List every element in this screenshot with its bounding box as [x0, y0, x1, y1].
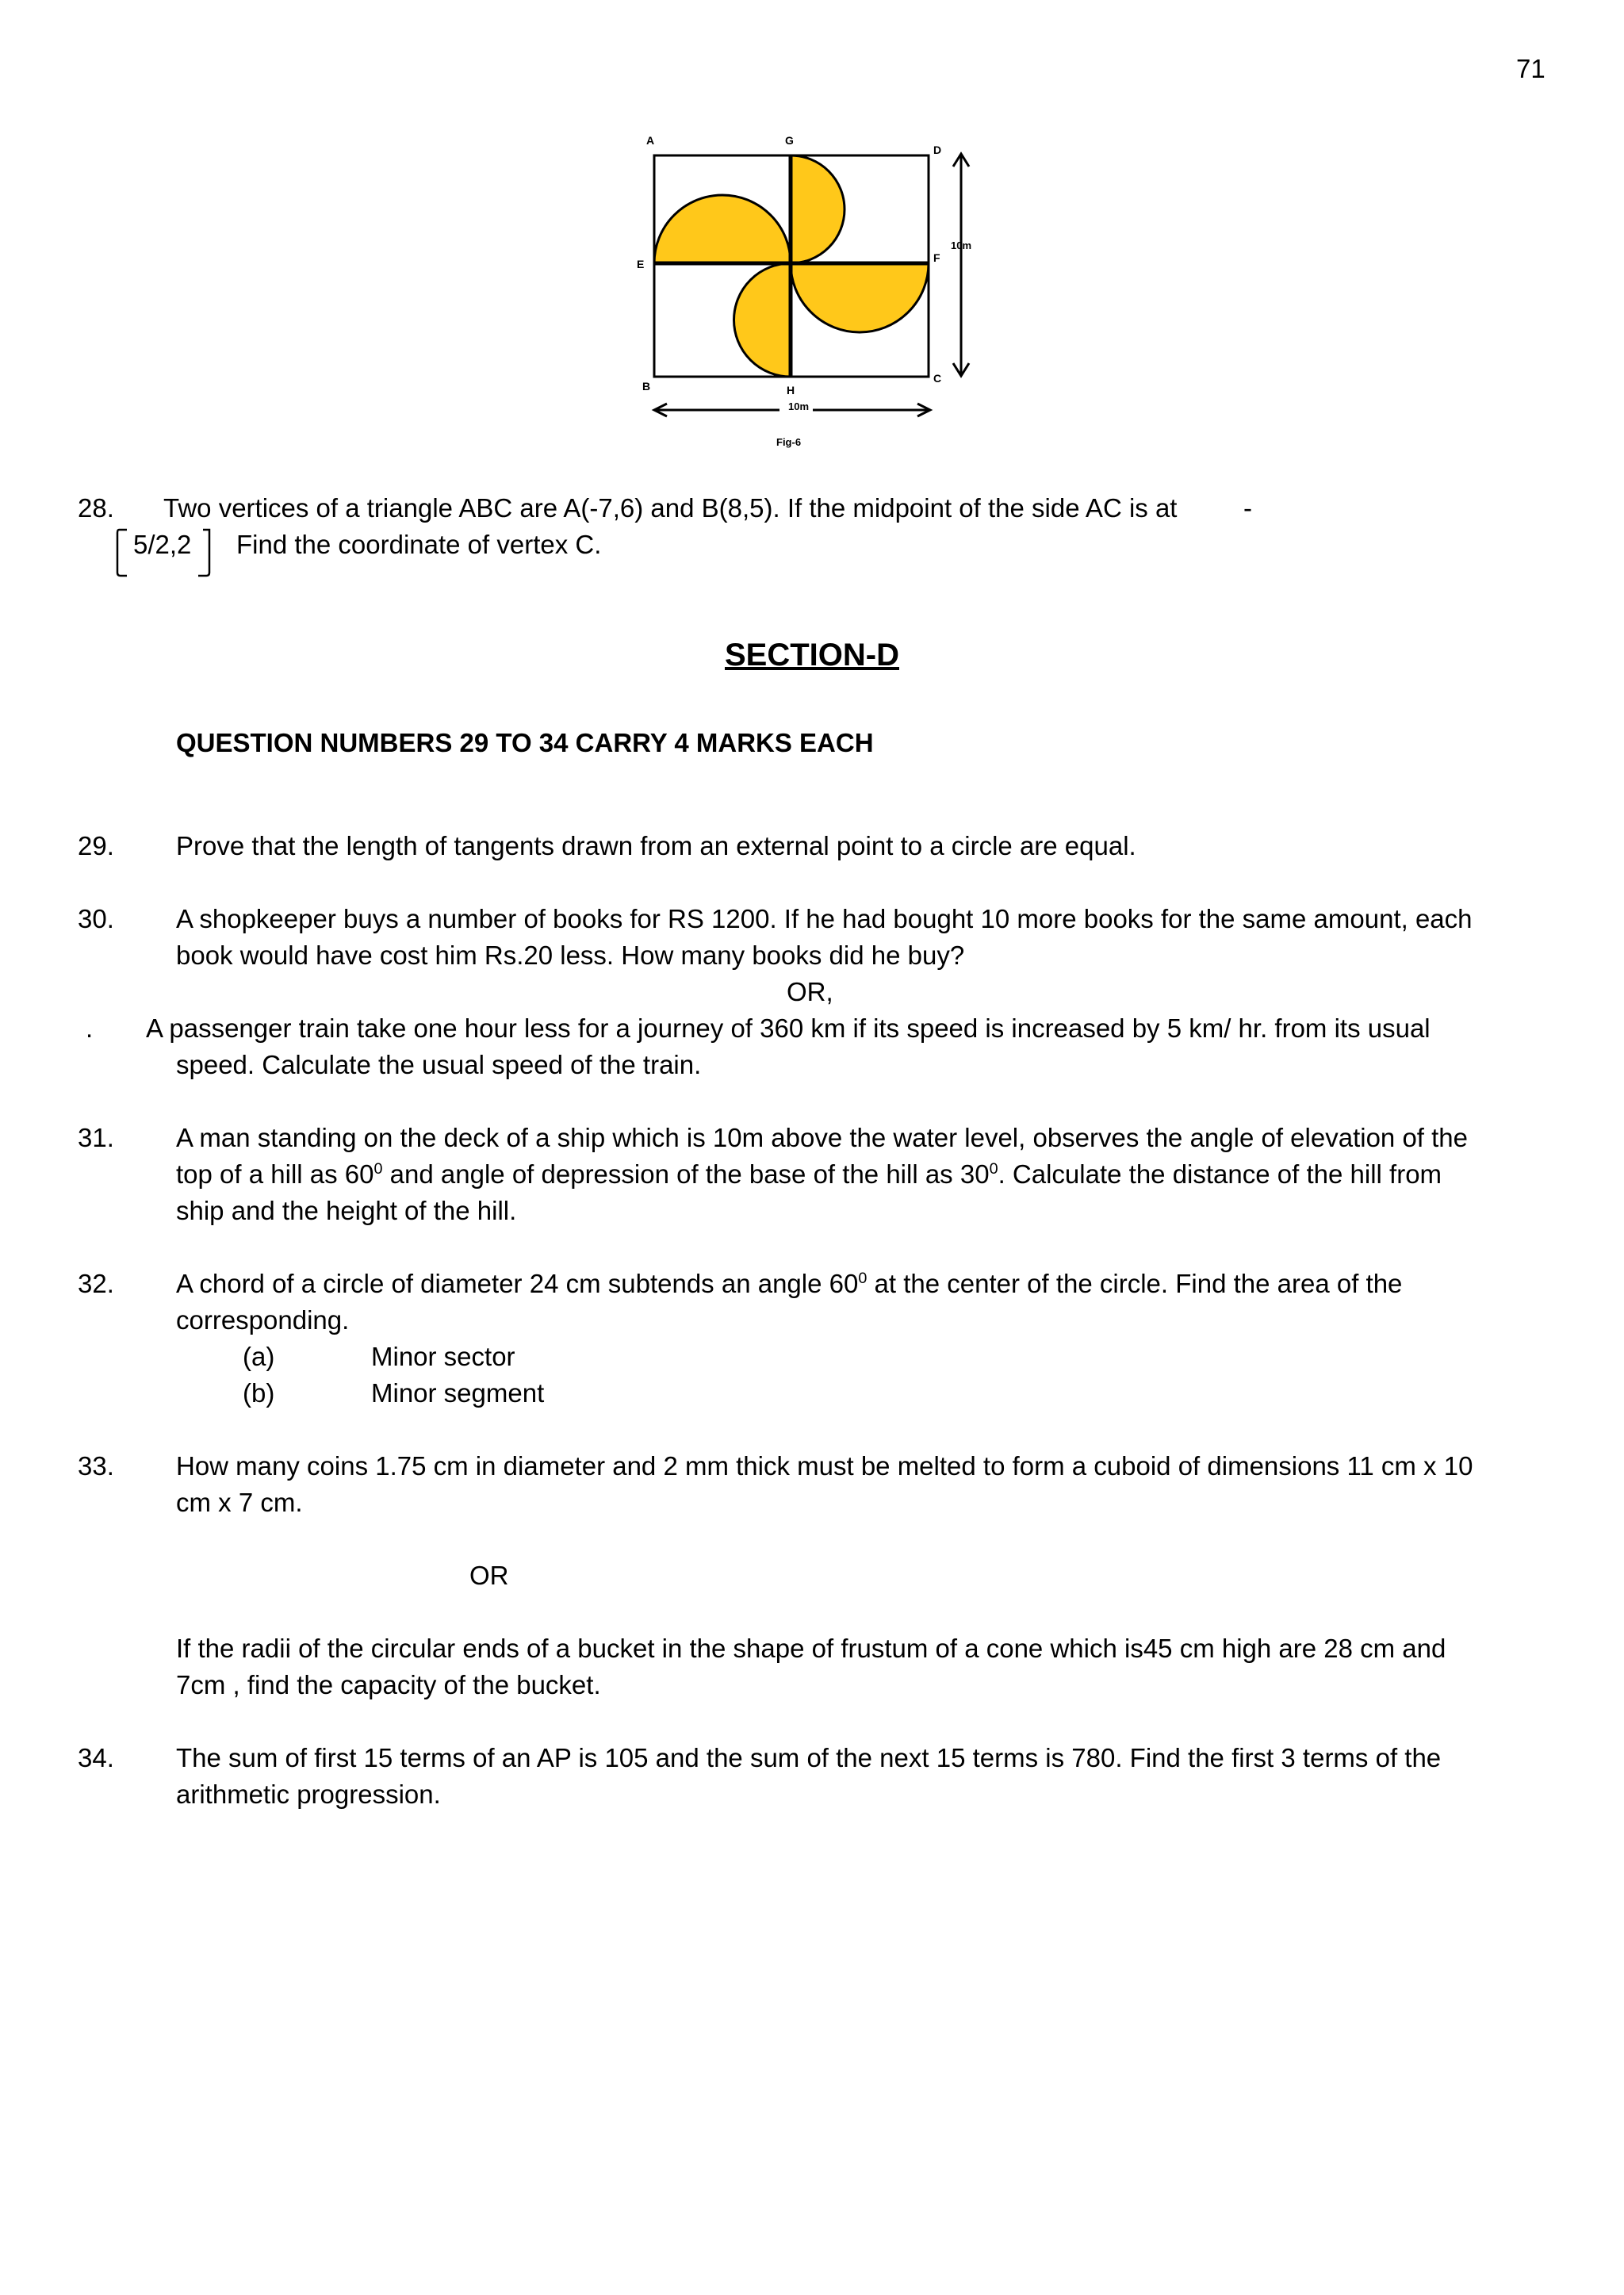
question-32-line1: [176, 1269, 1402, 1299]
semicircle-lower-right: [791, 263, 929, 332]
question-28-coordinate: 5/2,2: [133, 530, 192, 559]
figure-caption: Fig-6: [776, 436, 802, 448]
label-E: E: [637, 258, 645, 270]
label-F: F: [933, 251, 940, 264]
question-33-line2: cm x 7 cm.: [176, 1488, 303, 1517]
question-31-line1: A man standing on the deck of a ship which is 10m above the water level, observes the angle of elevation of the: [176, 1123, 1469, 1152]
question-31-number: 31.: [78, 1123, 114, 1152]
label-H: H: [787, 384, 795, 397]
question-30-or: OR,: [787, 977, 833, 1006]
label-G: G: [785, 134, 794, 147]
question-30-alt-marker: .: [86, 1013, 94, 1043]
figure-square-quadrants: [622, 127, 987, 460]
question-29-line1: Prove that the length of tangents drawn from an external point to a circle are equal.: [176, 831, 1136, 860]
question-31-line3: ship and the height of the hill.: [176, 1196, 517, 1225]
question-30-line2: book would have cost him Rs.20 less. How many books did he buy?: [176, 941, 965, 970]
question-33-alt-line2: 7cm , find the capacity of the bucket.: [176, 1670, 601, 1699]
q31-text-a: top of a hill as 60: [176, 1159, 374, 1189]
question-32-line2: corresponding.: [176, 1305, 350, 1335]
page-number: 71: [1516, 54, 1545, 83]
question-30-line1: A shopkeeper buys a number of books for RS 1200. If he had bought 10 more books for the same amount, each: [176, 904, 1473, 933]
question-29-number: 29.: [78, 831, 114, 860]
figure-diagram: [622, 127, 987, 460]
label-A: A: [646, 134, 655, 147]
question-33-or: OR: [469, 1561, 509, 1590]
option-b-text: Minor segment: [371, 1378, 545, 1408]
option-a-label: (a): [243, 1342, 275, 1371]
question-30-alt-line1: A passenger train take one hour less for a journey of 360 km if its speed is increased by 5 km/ hr. from its usual: [146, 1013, 1431, 1043]
label-D: D: [933, 144, 942, 156]
label-C: C: [933, 372, 942, 385]
dim-horizontal: 10m: [788, 400, 810, 412]
option-b-label: (b): [243, 1378, 275, 1408]
question-30-number: 30.: [78, 904, 114, 933]
option-a-text: Minor sector: [371, 1342, 515, 1371]
q31-sup-2: 0: [989, 1160, 998, 1178]
marks-note: QUESTION NUMBERS 29 TO 34 CARRY 4 MARKS EACH: [176, 728, 874, 757]
question-34-line2: arithmetic progression.: [176, 1780, 441, 1809]
section-title: SECTION-D: [725, 638, 899, 672]
semicircle-upper-left: [654, 195, 791, 263]
dim-vertical: 10m: [951, 239, 972, 251]
q32-text-b: at the center of the circle. Find the area of the: [867, 1269, 1403, 1298]
question-30-alt-line2: speed. Calculate the usual speed of the train.: [176, 1050, 702, 1079]
semicircle-lower-left: [734, 263, 791, 377]
q32-text-a: A chord of a circle of diameter 24 cm subtends an angle 60: [176, 1269, 859, 1298]
q31-text-c: . Calculate the distance of the hill from: [998, 1159, 1442, 1189]
question-33-line1: How many coins 1.75 cm in diameter and 2 mm thick must be melted to form a cuboid of dimensions 11 cm x 10: [176, 1451, 1473, 1481]
semicircle-upper-right: [791, 155, 845, 263]
question-28-line1: Two vertices of a triangle ABC are A(-7,6) and B(8,5). If the midpoint of the side AC is at: [163, 493, 1178, 523]
question-33-alt-line1: If the radii of the circular ends of a bucket in the shape of frustum of a cone which is45 cm high are 28 cm and: [176, 1634, 1446, 1663]
question-34-line1: The sum of first 15 terms of an AP is 105 and the sum of the next 15 terms is 780. Find the first 3 terms of the: [176, 1743, 1442, 1772]
question-33-number: 33.: [78, 1451, 114, 1481]
q31-text-b: and angle of depression of the base of the hill as 30: [382, 1159, 990, 1189]
question-34-number: 34.: [78, 1743, 114, 1772]
question-28-line2: Find the coordinate of vertex C.: [236, 530, 602, 559]
question-32-number: 32.: [78, 1269, 114, 1298]
label-B: B: [642, 380, 651, 393]
question-28-number: 28.: [78, 493, 114, 523]
q31-sup-1: 0: [373, 1160, 383, 1178]
question-31-line2: [176, 1159, 1442, 1190]
question-28-dash: -: [1243, 493, 1252, 523]
q32-sup: 0: [858, 1270, 868, 1287]
